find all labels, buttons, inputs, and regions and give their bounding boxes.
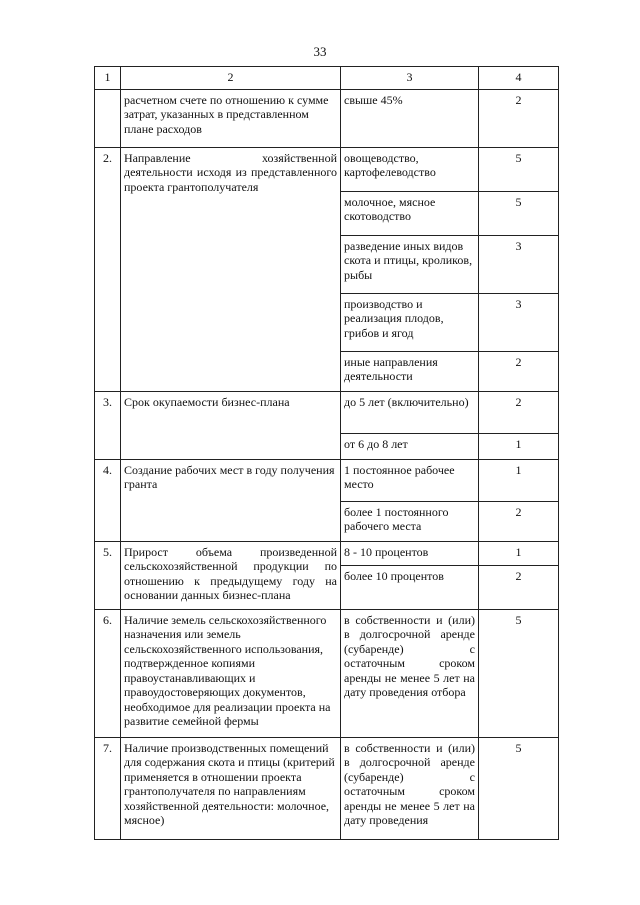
points-cell: 5 xyxy=(479,609,559,737)
points-cell: 2 xyxy=(479,391,559,433)
criterion-cell: Прирост объема произведенной сельскохозяйственной продукции по отношению к предыдущему году на основании данных бизнес-плана xyxy=(121,541,341,609)
option-cell: овощеводство, картофелеводство xyxy=(341,147,479,191)
points-cell: 3 xyxy=(479,293,559,351)
table-row xyxy=(95,541,559,565)
table-row xyxy=(95,391,559,433)
header-cell: 2 xyxy=(121,67,341,90)
option-cell: более 1 постоянного рабочего места xyxy=(341,501,479,541)
row-number: 6. xyxy=(95,609,121,737)
criterion-cell: Наличие производственных помещений для содержания скота и птицы (критерий применяется в отношении проекта грантополучателя по направлениям хозяйственной деятельности: молочное, мясное) xyxy=(121,737,341,839)
points-cell: 1 xyxy=(479,541,559,565)
row-number: 5. xyxy=(95,541,121,609)
row-number: 3. xyxy=(95,391,121,459)
points-cell: 1 xyxy=(479,433,559,459)
header-cell: 3 xyxy=(341,67,479,90)
points-cell: 2 xyxy=(479,501,559,541)
table-header-row xyxy=(95,67,559,90)
table-row xyxy=(95,459,559,501)
points-cell: 5 xyxy=(479,147,559,191)
option-cell: до 5 лет (включительно) xyxy=(341,391,479,433)
table-row xyxy=(95,147,559,191)
option-cell: в собственности и (или) в долгосрочной аренде (субаренде) с остаточным сроком аренды не менее 5 лет на дату проведения отбора xyxy=(341,609,479,737)
option-cell: более 10 процентов xyxy=(341,565,479,609)
option-cell: свыше 45% xyxy=(341,89,479,147)
option-cell: от 6 до 8 лет xyxy=(341,433,479,459)
points-cell: 5 xyxy=(479,737,559,839)
criteria-table xyxy=(94,66,559,840)
option-cell: 1 постоянное рабочее место xyxy=(341,459,479,501)
table-row xyxy=(95,89,559,147)
criterion-cell: Направление хозяйственной деятельности исходя из представленного проекта грантополучателя xyxy=(121,147,341,391)
row-number: 2. xyxy=(95,147,121,391)
points-cell: 2 xyxy=(479,565,559,609)
criterion-cell: Наличие земель сельскохозяйственного назначения или земель сельскохозяйственного использования, подтвержденное копиями правоустанавливающих и правоудостоверяющих документов, необходимое для реализации проекта на развитие семейной фермы xyxy=(121,609,341,737)
option-cell: производство и реализация плодов, грибов и ягод xyxy=(341,293,479,351)
row-number xyxy=(95,89,121,147)
criterion-cell: расчетном счете по отношению к сумме затрат, указанных в представленном плане расходов xyxy=(121,89,341,147)
row-number: 7. xyxy=(95,737,121,839)
option-cell: молочное, мясное скотоводство xyxy=(341,191,479,235)
page-number: 33 xyxy=(313,44,327,59)
points-cell: 5 xyxy=(479,191,559,235)
criterion-cell: Срок окупаемости бизнес-плана xyxy=(121,391,341,459)
table-row xyxy=(95,609,559,737)
option-cell: в собственности и (или) в долгосрочной аренде (субаренде) с остаточным сроком аренды не менее 5 лет на дату проведения xyxy=(341,737,479,839)
points-cell: 3 xyxy=(479,235,559,293)
row-number: 4. xyxy=(95,459,121,541)
header-cell: 4 xyxy=(479,67,559,90)
criterion-cell: Создание рабочих мест в году получения гранта xyxy=(121,459,341,541)
points-cell: 2 xyxy=(479,351,559,391)
option-cell: 8 - 10 процентов xyxy=(341,541,479,565)
points-cell: 1 xyxy=(479,459,559,501)
option-cell: разведение иных видов скота и птицы, кроликов, рыбы xyxy=(341,235,479,293)
option-cell: иные направления деятельности xyxy=(341,351,479,391)
table-row xyxy=(95,737,559,839)
points-cell: 2 xyxy=(479,89,559,147)
header-cell: 1 xyxy=(95,67,121,90)
